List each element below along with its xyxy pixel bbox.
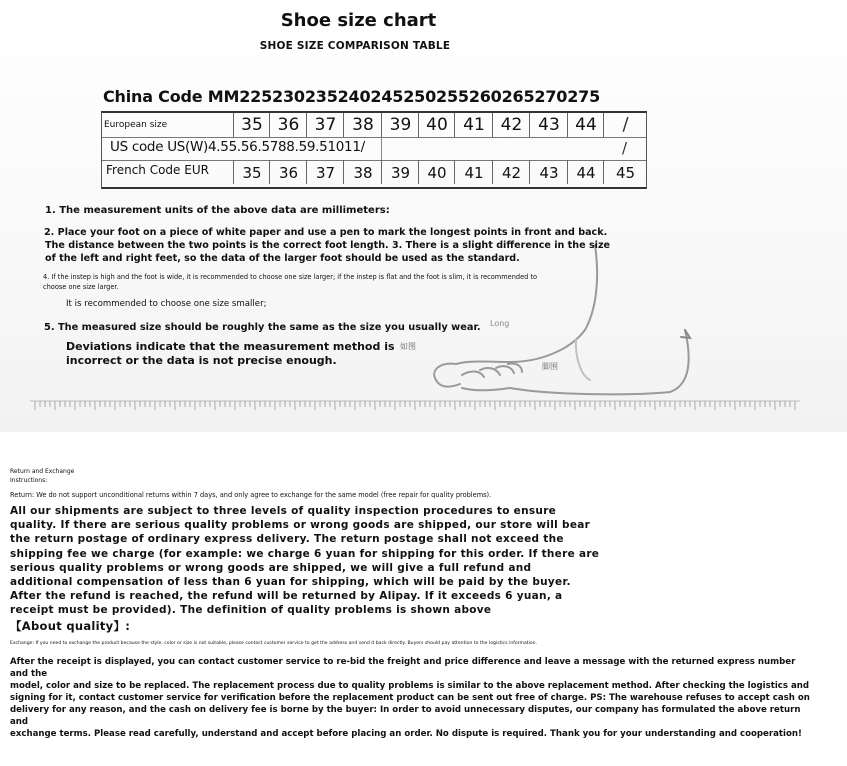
china-code-row: China Code MM225230235240245250255260265270275 — [103, 87, 601, 106]
instruction-5: 5. The measured size should be roughly the same as the size you usually wear. — [44, 322, 481, 333]
foot-girth-label: 脚围 — [542, 362, 558, 371]
french-size-cell: 41 — [454, 160, 493, 184]
final-paragraph-line: exchange terms. Please read carefully, understand and accept before placing an order. No dispute is required. Thank you for your understanding and cooperation! — [10, 729, 802, 739]
paragraph-line: additional compensation of less than 6 yuan for shipping, which will be paid by the buyer. — [10, 576, 571, 589]
page-subtitle: SHOE SIZE COMPARISON TABLE — [259, 40, 451, 52]
instruction-5-line2: Deviations indicate that the measurement method is — [66, 340, 395, 353]
exchange-note: Exchange: If you need to exchange the product because the style, color or size is not suitable, please contact customer service to get the address and send it back directly. Buyers should pay attention to the logistics information. — [10, 641, 538, 646]
paragraph-line: All our shipments are subject to three levels of quality inspection procedures to ensure — [10, 505, 557, 517]
french-size-cell: 39 — [381, 160, 419, 184]
instruction-2-line1: 2. Place your foot on a piece of white paper and use a pen to mark the longest points in front and back. — [44, 227, 608, 238]
french-size-cell: 38 — [343, 160, 382, 184]
european-size-cell: 38 — [343, 113, 382, 137]
us-code-text: US code US(W)4.55.56.5788.59.51011/ — [110, 139, 365, 155]
european-size-cell: 36 — [269, 113, 307, 137]
european-size-cell: 41 — [454, 113, 493, 137]
instruction-4-line2: choose one size larger. — [43, 283, 119, 291]
ruler-icon — [30, 398, 800, 412]
french-size-cell: 36 — [269, 160, 307, 184]
us-code-cell — [381, 137, 419, 160]
final-paragraph-line: model, color and size to be replaced. The replacement process due to quality problems is similar to the above replacement method. After checking the logistics and — [10, 681, 810, 691]
final-paragraph-line: After the receipt is displayed, you can contact customer service to re-bid the freight and price difference and leave a message with the returned express number and the — [10, 657, 796, 679]
french-size-cell: 44 — [567, 160, 604, 184]
final-paragraph-line: signing for it, contact customer service for verification before the replacement product can be sent out free of charge. PS: The warehouse refuses to accept cash on — [10, 693, 810, 703]
european-size-cell: 44 — [567, 113, 604, 137]
final-paragraph-line: delivery for any reason, and the cash on delivery fee is borne by the buyer: In order to avoid unnecessary disputes, our company has formulated the above return and — [10, 705, 801, 727]
paragraph-line: serious quality problems or wrong goods are shipped, we will give a full refund and — [10, 561, 532, 574]
instruction-5-line3: incorrect or the data is not precise enough. — [66, 354, 337, 367]
french-size-cell: 35 — [233, 160, 270, 184]
instruction-4-line1: 4. If the instep is high and the foot is wide, it is recommended to choose one size larger; if the instep is flat and the foot is slim, it is recommended to — [43, 273, 538, 281]
paragraph-line: quality. If there are serious quality problems or wrong goods are shipped, our store will bear — [10, 519, 591, 532]
paragraph-line: the return postage of ordinary express delivery. The return postage shall not exceed the — [10, 533, 564, 546]
european-size-cell: 39 — [381, 113, 419, 137]
foot-long-label: Long — [490, 319, 510, 328]
instruction-4-line3: It is recommended to choose one size smaller; — [66, 299, 267, 309]
instruction-1: 1. The measurement units of the above data are millimeters: — [45, 205, 390, 216]
paragraph-line: shipping fee we charge (for example: we charge 6 yuan for shipping for this order. If there are — [10, 547, 600, 560]
foot-instep-label: 如图 — [400, 342, 416, 351]
european-size-cell: 37 — [306, 113, 344, 137]
instruction-2-line3: of the left and right feet, so the data of the larger foot should be used as the standard. — [45, 253, 520, 264]
instruction-2-line2: The distance between the two points is the correct foot length. 3. There is a slight difference in the size — [45, 240, 611, 251]
european-size-cell: / — [603, 113, 647, 137]
european-size-cell: 43 — [529, 113, 568, 137]
page-title: Shoe size chart — [280, 10, 437, 31]
size-table — [101, 111, 647, 189]
european-size-row — [102, 113, 646, 138]
french-size-cell: 40 — [418, 160, 455, 184]
french-size-cell: 37 — [306, 160, 344, 184]
final-paragraph — [10, 656, 810, 740]
returns-subheading: Instructions: — [10, 477, 48, 484]
paragraph-line: receipt must be provided). The definition of quality problems is shown above — [10, 604, 492, 617]
french-size-cell: 45 — [603, 160, 647, 184]
european-size-cell: 40 — [418, 113, 455, 137]
us-code-row — [102, 137, 646, 161]
quality-paragraph — [10, 504, 599, 633]
french-code-row — [102, 160, 646, 184]
french-size-cell: 43 — [529, 160, 568, 184]
european-size-cell: 35 — [233, 113, 270, 137]
us-code-slash: / — [621, 139, 628, 157]
about-quality-heading: 【About quality】: — [10, 618, 131, 633]
french-size-cell: 42 — [492, 160, 530, 184]
paragraph-line: After the refund is reached, the refund will be returned by Alipay. If it exceeds 6 yuan, a — [10, 590, 563, 603]
return-policy: Return: We do not support unconditional returns within 7 days, and only agree to exchange for the same model (free repair for quality problems). — [10, 491, 492, 499]
european-size-label: European size — [104, 120, 168, 130]
returns-heading: Return and Exchange — [10, 468, 75, 475]
european-size-cell: 42 — [492, 113, 530, 137]
french-code-label: French Code EUR — [106, 163, 209, 177]
